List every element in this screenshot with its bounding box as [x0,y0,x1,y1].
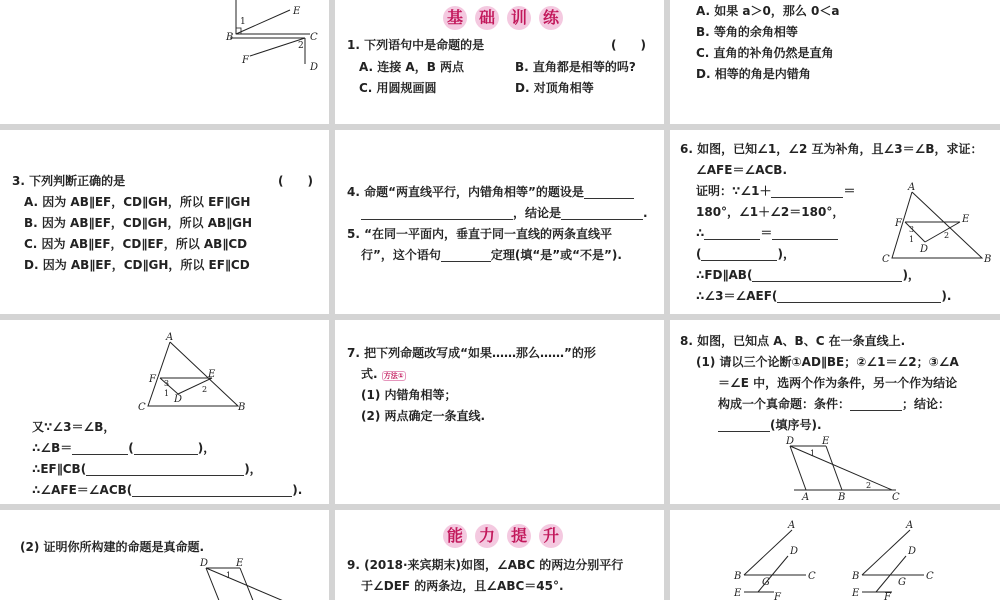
label-F: F [774,592,781,600]
panel-figure-q9 [670,510,1000,600]
label-D: D [174,394,183,405]
q6-line6: ( )， [696,247,795,261]
q6-line5: ∴ ＝ [696,226,838,240]
label-B: B [838,492,846,503]
q9-line1: 9. (2018·来宾期末)如图，∠ABC 的两边分别平行 [347,558,624,572]
q6-line7: ∴FD∥AB( )， [696,268,920,282]
label-C: C [926,571,934,582]
answer-blank[interactable] [584,186,634,199]
label-D: D [790,546,799,557]
label-B: B [984,254,992,265]
question-5-line1: 5. “在同一平面内，垂直于同一直线的两条直线平 [347,227,612,241]
q7-line4: (2) 两点确定一条直线. [361,409,486,423]
label-angle-3: 3 [909,225,915,234]
question-3: 3. 下列判断正确的是 [12,174,126,188]
q6-cont-line1: 又∵∠3＝∠B， [32,420,116,434]
figure-q8 [670,320,1000,504]
q8-line3: ＝∠E 中，选两个作为条件，另一个作为结论 [718,376,958,390]
panel-question-2-options [670,0,1000,124]
panel-basic-training [335,0,664,124]
label-B: B [852,571,860,582]
label-angle-1: 1 [240,17,246,27]
title-char: 提 [507,524,531,548]
label-B: B [226,32,234,43]
q6-line4: 180°，∠1＋∠2＝180°， [696,205,845,219]
label-angle-2: 2 [944,231,950,240]
title-char: 力 [475,524,499,548]
question-5-line2: 行”，这个语句 定理(填“是”或“不是”). [361,248,622,262]
figure-triangle-q6-copy [0,320,329,504]
figure-triangle-q6 [670,130,1000,314]
label-E: E [852,588,860,599]
panel-q8-part2 [0,510,329,600]
answer-blank[interactable] [132,484,292,497]
label-angle-2: 2 [298,41,304,51]
option-c: C. 直角的补角仍然是直角 [696,46,834,60]
answer-paren: ( ) [611,38,646,52]
panel-question-8 [670,320,1000,504]
q8-line5: (填序号). [718,418,822,432]
answer-blank[interactable] [361,207,513,220]
panel-question-7 [335,320,664,504]
figure-q8-copy [0,510,329,600]
label-A: A [906,520,914,531]
title-char: 基 [443,6,467,30]
q7-line1: 7. 把下列命题改写成“如果……那么……”的形 [347,346,596,360]
label-E: E [293,6,301,17]
section-title-ability [443,524,563,548]
figure-parallel-lines-1 [0,0,329,124]
option-c: C. 因为 AB∥EF，CD∥EF，所以 AB∥CD [24,237,248,251]
label-B: B [238,402,246,413]
option-b: B. 直角都是相等的吗? [515,60,636,74]
option-a: A. 因为 AB∥EF，CD∥GH，所以 EF∥GH [24,195,251,209]
option-a: A. 连接 A，B 两点 [359,60,465,74]
label-angle-1: 1 [810,449,816,458]
question-4-line1: 4. 命题“两直线平行，内错角相等”的题设是 [347,185,634,199]
panel-figure-1 [0,0,329,124]
label-C: C [882,254,890,265]
label-E: E [236,558,244,569]
q6-cont-line4: ∴∠AFE＝∠ACB( ). [32,483,303,497]
option-d: D. 相等的角是内错角 [696,67,811,81]
label-F: F [149,374,156,385]
panel-question-6 [670,130,1000,314]
label-F: F [242,55,249,66]
answer-paren: ( ) [278,174,313,188]
option-b: B. 因为 AB∥EF，CD∥GH，所以 AB∥GH [24,216,253,230]
label-D: D [920,244,929,255]
panel-ability-improvement [335,510,664,600]
title-char: 能 [443,524,467,548]
q9-line2: 于∠DEF 的两条边，且∠ABC＝45°. [361,579,564,593]
q7-line2: 式. 方法① [361,367,404,381]
q6-line3: 证明：∵∠1＋ ＝ [696,184,856,198]
q7-line3: (1) 内错角相等； [361,388,457,402]
label-B: B [734,571,742,582]
label-F: F [884,592,891,600]
answer-blank[interactable] [561,207,643,220]
title-char: 训 [507,6,531,30]
label-C: C [808,571,816,582]
panel-question-3 [0,130,329,314]
q6-cont-line2: ∴∠B＝ ( )， [32,441,216,455]
label-C: C [310,32,318,43]
label-D: D [786,436,795,447]
label-D: D [310,62,319,73]
q8-line2: (1) 请以三个论断①AD∥BE；②∠1＝∠2；③∠A [696,355,959,369]
label-A: A [166,332,174,343]
option-a: A. 如果 a＞0，那么 0＜a [696,4,840,18]
title-char: 练 [539,6,563,30]
section-title-basic [443,6,563,30]
question-4-line2: ，结论是 . [361,206,648,220]
question-1: 1. 下列语句中是命题的是 [347,38,485,52]
label-F: F [895,218,902,229]
answer-blank[interactable] [134,442,198,455]
label-D: D [908,546,917,557]
label-angle-3: 3 [164,379,170,388]
label-C: C [138,402,146,413]
label-C: C [892,492,900,503]
label-E: E [822,436,830,447]
panel-q6-continued [0,320,329,504]
label-angle-2: 2 [202,385,208,394]
label-A: A [908,182,916,193]
q8-line4: 构成一个真命题：条件： ；结论： [718,397,951,411]
label-A: A [802,492,810,503]
title-char: 础 [475,6,499,30]
label-A: A [788,520,796,531]
title-char: 升 [539,524,563,548]
q6-line8: ∴∠3＝∠AEF( ). [696,289,952,303]
label-E: E [208,369,216,380]
label-E: E [962,214,970,225]
q6-line1: 6. 如图，已知∠1，∠2 互为补角，且∠3＝∠B，求证： [680,142,983,156]
figure-q9-pair [670,510,1000,600]
method-tag: 方法① [383,372,404,380]
q8-line1: 8. 如图，已知点 A、B、C 在一条直线上. [680,334,906,348]
q6-cont-line3: ∴EF∥CB( )， [32,462,262,476]
label-G: G [898,577,906,588]
panel-questions-4-5 [335,130,664,314]
label-angle-1: 1 [909,235,915,244]
option-b: B. 等角的余角相等 [696,25,798,39]
answer-blank[interactable] [86,463,244,476]
label-D: D [200,558,209,569]
label-G: G [762,577,770,588]
q8-part2-line1: (2) 证明你所构建的命题是真命题. [20,540,205,554]
option-d: D. 因为 AB∥EF，CD∥GH，所以 EF∥CD [24,258,250,272]
label-angle-1: 1 [226,571,232,580]
answer-blank[interactable] [72,442,128,455]
label-E: E [734,588,742,599]
answer-blank[interactable] [441,249,491,262]
option-d: D. 对顶角相等 [515,81,594,95]
option-c: C. 用圆规画圆 [359,81,437,95]
q6-line2: ∠AFE＝∠ACB. [696,163,787,177]
label-angle-2: 2 [866,481,872,490]
label-angle-1: 1 [164,389,170,398]
